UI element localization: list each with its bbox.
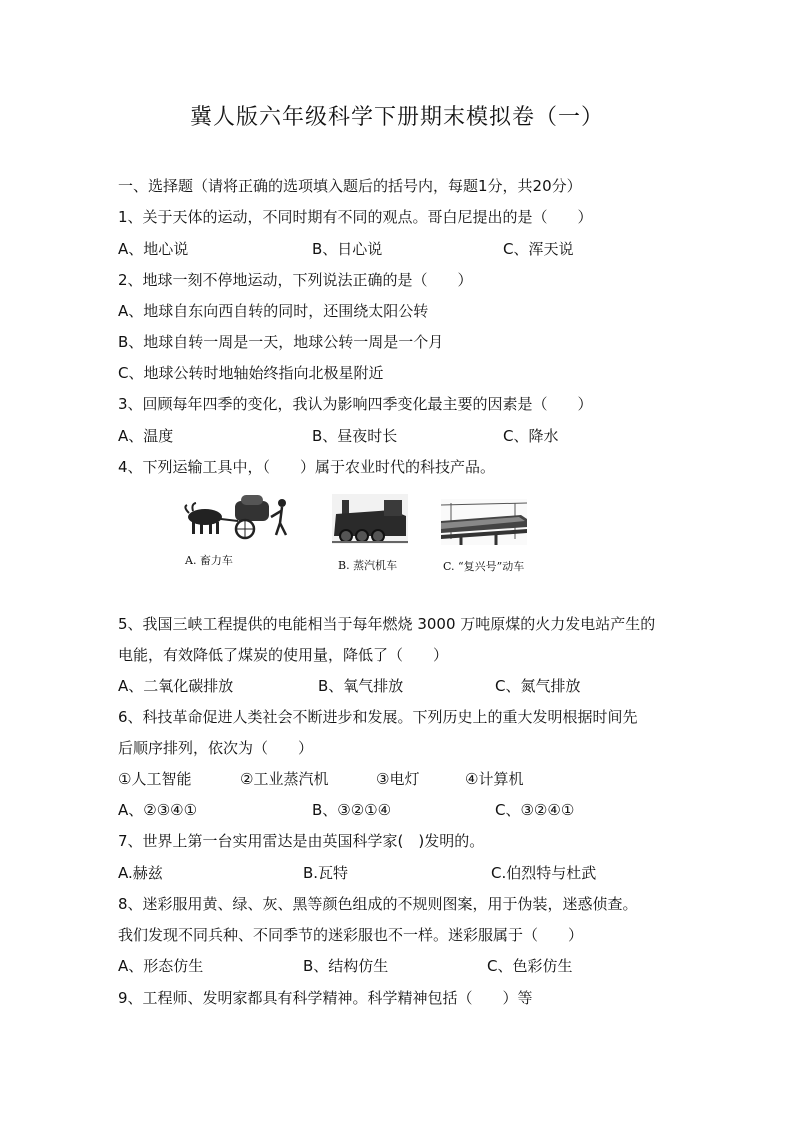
fuxing-train-image [441, 499, 527, 545]
question-6-line-2: 后顺序排列，依次为（ ） [118, 739, 314, 757]
question-7: 7、世界上第一台实用雷达是由英国科学家( )发明的。 [118, 832, 485, 850]
q2-option-a: A、地球自东向西自转的同时，还围绕太阳公转 [118, 302, 429, 320]
section-heading: 一、选择题（请将正确的选项填入题后的括号内，每题1分，共20分） [118, 177, 582, 195]
q6-option-a: A、②③④① [118, 801, 198, 819]
q8-option-a: A、形态仿生 [118, 957, 204, 975]
q3-option-b: B、昼夜时长 [312, 427, 398, 445]
caption-b: B. 蒸汽机车 [338, 559, 398, 572]
question-5-line-2: 电能，有效降低了煤炭的使用量，降低了（ ） [118, 646, 449, 664]
question-3: 3、回顾每年四季的变化，我认为影响四季变化最主要的因素是（ ） [118, 395, 593, 413]
q3-option-a: A、温度 [118, 427, 174, 445]
q1-option-c: C、浑天说 [503, 240, 574, 258]
q2-option-b: B、地球自转一周是一天，地球公转一周是一个月 [118, 333, 444, 351]
q6-item-2: ②工业蒸汽机 [240, 770, 329, 788]
q1-option-a: A、地心说 [118, 240, 189, 258]
question-1: 1、关于天体的运动，不同时期有不同的观点。哥白尼提出的是（ ） [118, 208, 593, 226]
q7-option-b: B.瓦特 [303, 864, 349, 882]
question-5-line-1: 5、我国三峡工程提供的电能相当于每年燃烧 3000 万吨原煤的火力发电站产生的 [118, 615, 656, 633]
q5-option-c: C、氮气排放 [495, 677, 581, 695]
caption-c: C. “复兴号”动车 [443, 560, 525, 573]
page-title: 冀人版六年级科学下册期末模拟卷（一） [189, 105, 604, 130]
q8-option-b: B、结构仿生 [303, 957, 389, 975]
q6-item-3: ③电灯 [376, 770, 420, 788]
q5-option-b: B、氧气排放 [318, 677, 404, 695]
steam-locomotive-image [332, 494, 408, 544]
q3-option-c: C、降水 [503, 427, 559, 445]
q7-option-c: C.伯烈特与杜武 [491, 864, 597, 882]
q6-item-1: ①人工智能 [118, 770, 192, 788]
question-2: 2、地球一刻不停地运动，下列说法正确的是（ ） [118, 271, 473, 289]
question-8-line-2: 我们发现不同兵种、不同季节的迷彩服也不一样。迷彩服属于（ ） [118, 926, 584, 944]
caption-a: A. 畜力车 [185, 554, 233, 567]
q5-option-a: A、二氧化碳排放 [118, 677, 234, 695]
q6-option-c: C、③②④① [495, 801, 575, 819]
question-8-line-1: 8、迷彩服用黄、绿、灰、黑等颜色组成的不规则图案，用于伪装，迷惑侦查。 [118, 895, 638, 913]
ox-cart-image [183, 493, 295, 543]
question-4: 4、下列运输工具中，（ ）属于农业时代的科技产品。 [118, 458, 496, 476]
q2-option-c: C、地球公转时地轴始终指向北极星附近 [118, 364, 384, 382]
question-9: 9、工程师、发明家都具有科学精神。科学精神包括（ ）等 [118, 989, 533, 1007]
q7-option-a: A.赫兹 [118, 864, 163, 882]
q8-option-c: C、色彩仿生 [487, 957, 573, 975]
question-6-line-1: 6、科技革命促进人类社会不断进步和发展。下列历史上的重大发明根据时间先 [118, 708, 638, 726]
q1-option-b: B、日心说 [312, 240, 383, 258]
q6-option-b: B、③②①④ [312, 801, 392, 819]
q6-item-4: ④计算机 [465, 770, 524, 788]
